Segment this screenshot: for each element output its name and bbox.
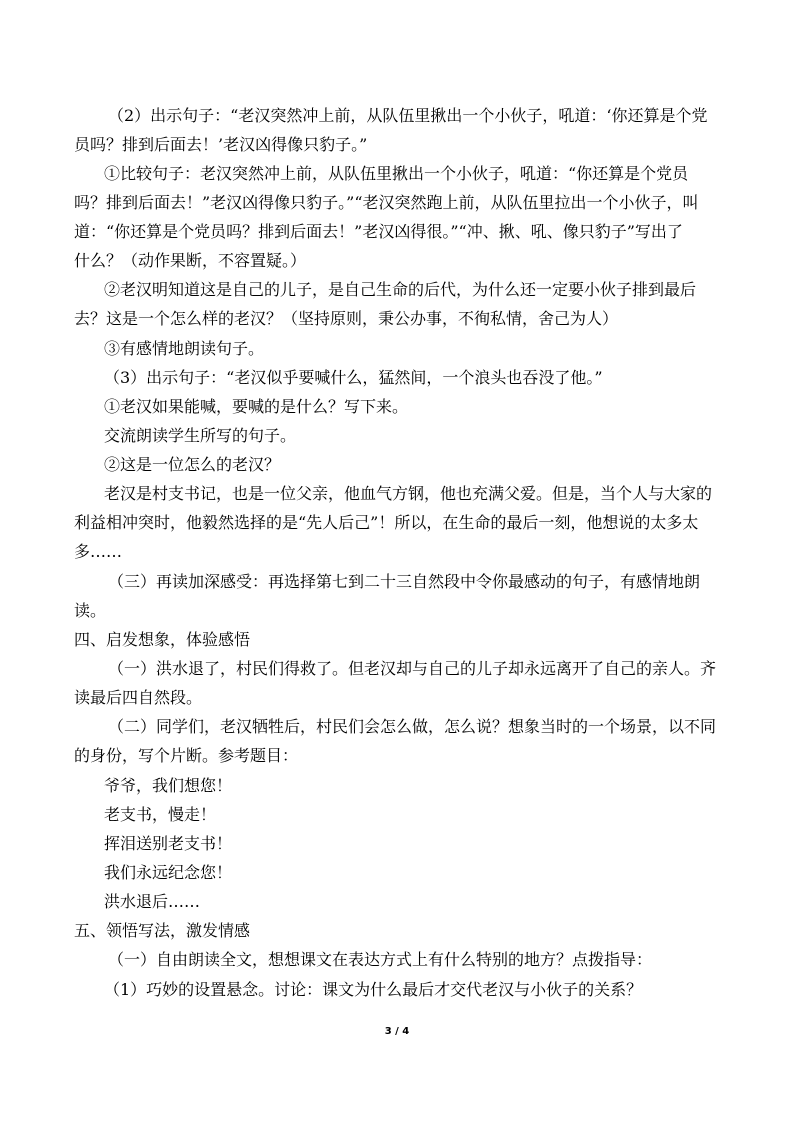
text-line: 员吗？排到后面去！’老汉凶得像只豹子。” xyxy=(74,135,368,154)
text-line: ①比较句子：老汉突然冲上前，从队伍里揪出一个小伙子，吼道：“你还算是个党员 xyxy=(104,164,689,183)
text-line: 去？这是一个怎么样的老汉？（坚持原则，秉公办事，不徇私情，舍己为人） xyxy=(74,309,619,328)
text-line: 吗？排到后面去！”老汉凶得像只豹子。”“老汉突然跑上前，从队伍里拉出一个小伙子，叫 xyxy=(74,193,699,212)
text-line: 洪水退后…… xyxy=(104,892,201,911)
text-line: 我们永远纪念您！ xyxy=(104,863,233,882)
text-line: 读最后四自然段。 xyxy=(74,688,203,707)
page-number: 3 / 4 xyxy=(384,1026,410,1037)
text-line: （一）洪水退了，村民们得救了。但老汉却与自己的儿子却永远离开了自己的亲人。齐 xyxy=(108,659,717,678)
text-line: ②老汉明知道这是自己的儿子，是自己生命的后代，为什么还一定要小伙子排到最后 xyxy=(104,280,697,299)
text-line: 道：“你还算是个党员吗？排到后面去！”老汉凶得很。”“冲、揪、吼、像只豹子”写出了 xyxy=(74,222,683,241)
section-heading: 四、启发想象，体验感悟 xyxy=(74,630,251,649)
text-line: 挥泪送别老支书！ xyxy=(104,834,233,853)
text-line: 老汉是村支书记，也是一位父亲，他血气方钢，他也充满父爱。但是，当个人与大家的 xyxy=(104,484,713,503)
text-line: 爷爷，我们想您！ xyxy=(104,776,233,795)
text-line: ②这是一位怎么的老汉？ xyxy=(104,455,281,474)
text-line: 的身份，写个片断。参考题目： xyxy=(74,746,299,765)
text-line: ①老汉如果能喊，要喊的是什么？写下来。 xyxy=(104,397,409,416)
text-line: 什么？（动作果断，不容置疑。） xyxy=(74,251,307,270)
text-line: （3）出示句子：“老汉似乎要喊什么，猛然间，一个浪头也吞没了他。” xyxy=(104,368,603,387)
text-line: ③有感情地朗读句子。 xyxy=(104,339,265,358)
section-heading: 五、领悟写法，激发情感 xyxy=(74,921,251,940)
text-line: （2）出示句子：“老汉突然冲上前，从队伍里揪出一个小伙子，吼道：‘你还算是个党 xyxy=(108,106,708,125)
text-line: （1）巧妙的设置悬念。讨论：课文为什么最后才交代老汉与小伙子的关系？ xyxy=(104,980,643,999)
text-line: （一）自由朗读全文，想想课文在表达方式上有什么特别的地方？点拨指导： xyxy=(108,950,653,969)
text-line: 利益相冲突时，他毅然选择的是“先人后己”！所以，在生命的最后一刻，他想说的太多太 xyxy=(74,513,699,532)
text-line: （三）再读加深感受：再选择第七到二十三自然段中令你最感动的句子，有感情地朗 xyxy=(108,572,701,591)
text-line: （二）同学们，老汉牺牲后，村民们会怎么做，怎么说？想象当时的一个场景，以不同 xyxy=(108,717,717,736)
text-line: 多…… xyxy=(74,542,123,561)
text-line: 交流朗读学生所写的句子。 xyxy=(104,426,297,445)
text-line: 读。 xyxy=(74,601,107,620)
text-line: 老支书，慢走！ xyxy=(104,805,217,824)
